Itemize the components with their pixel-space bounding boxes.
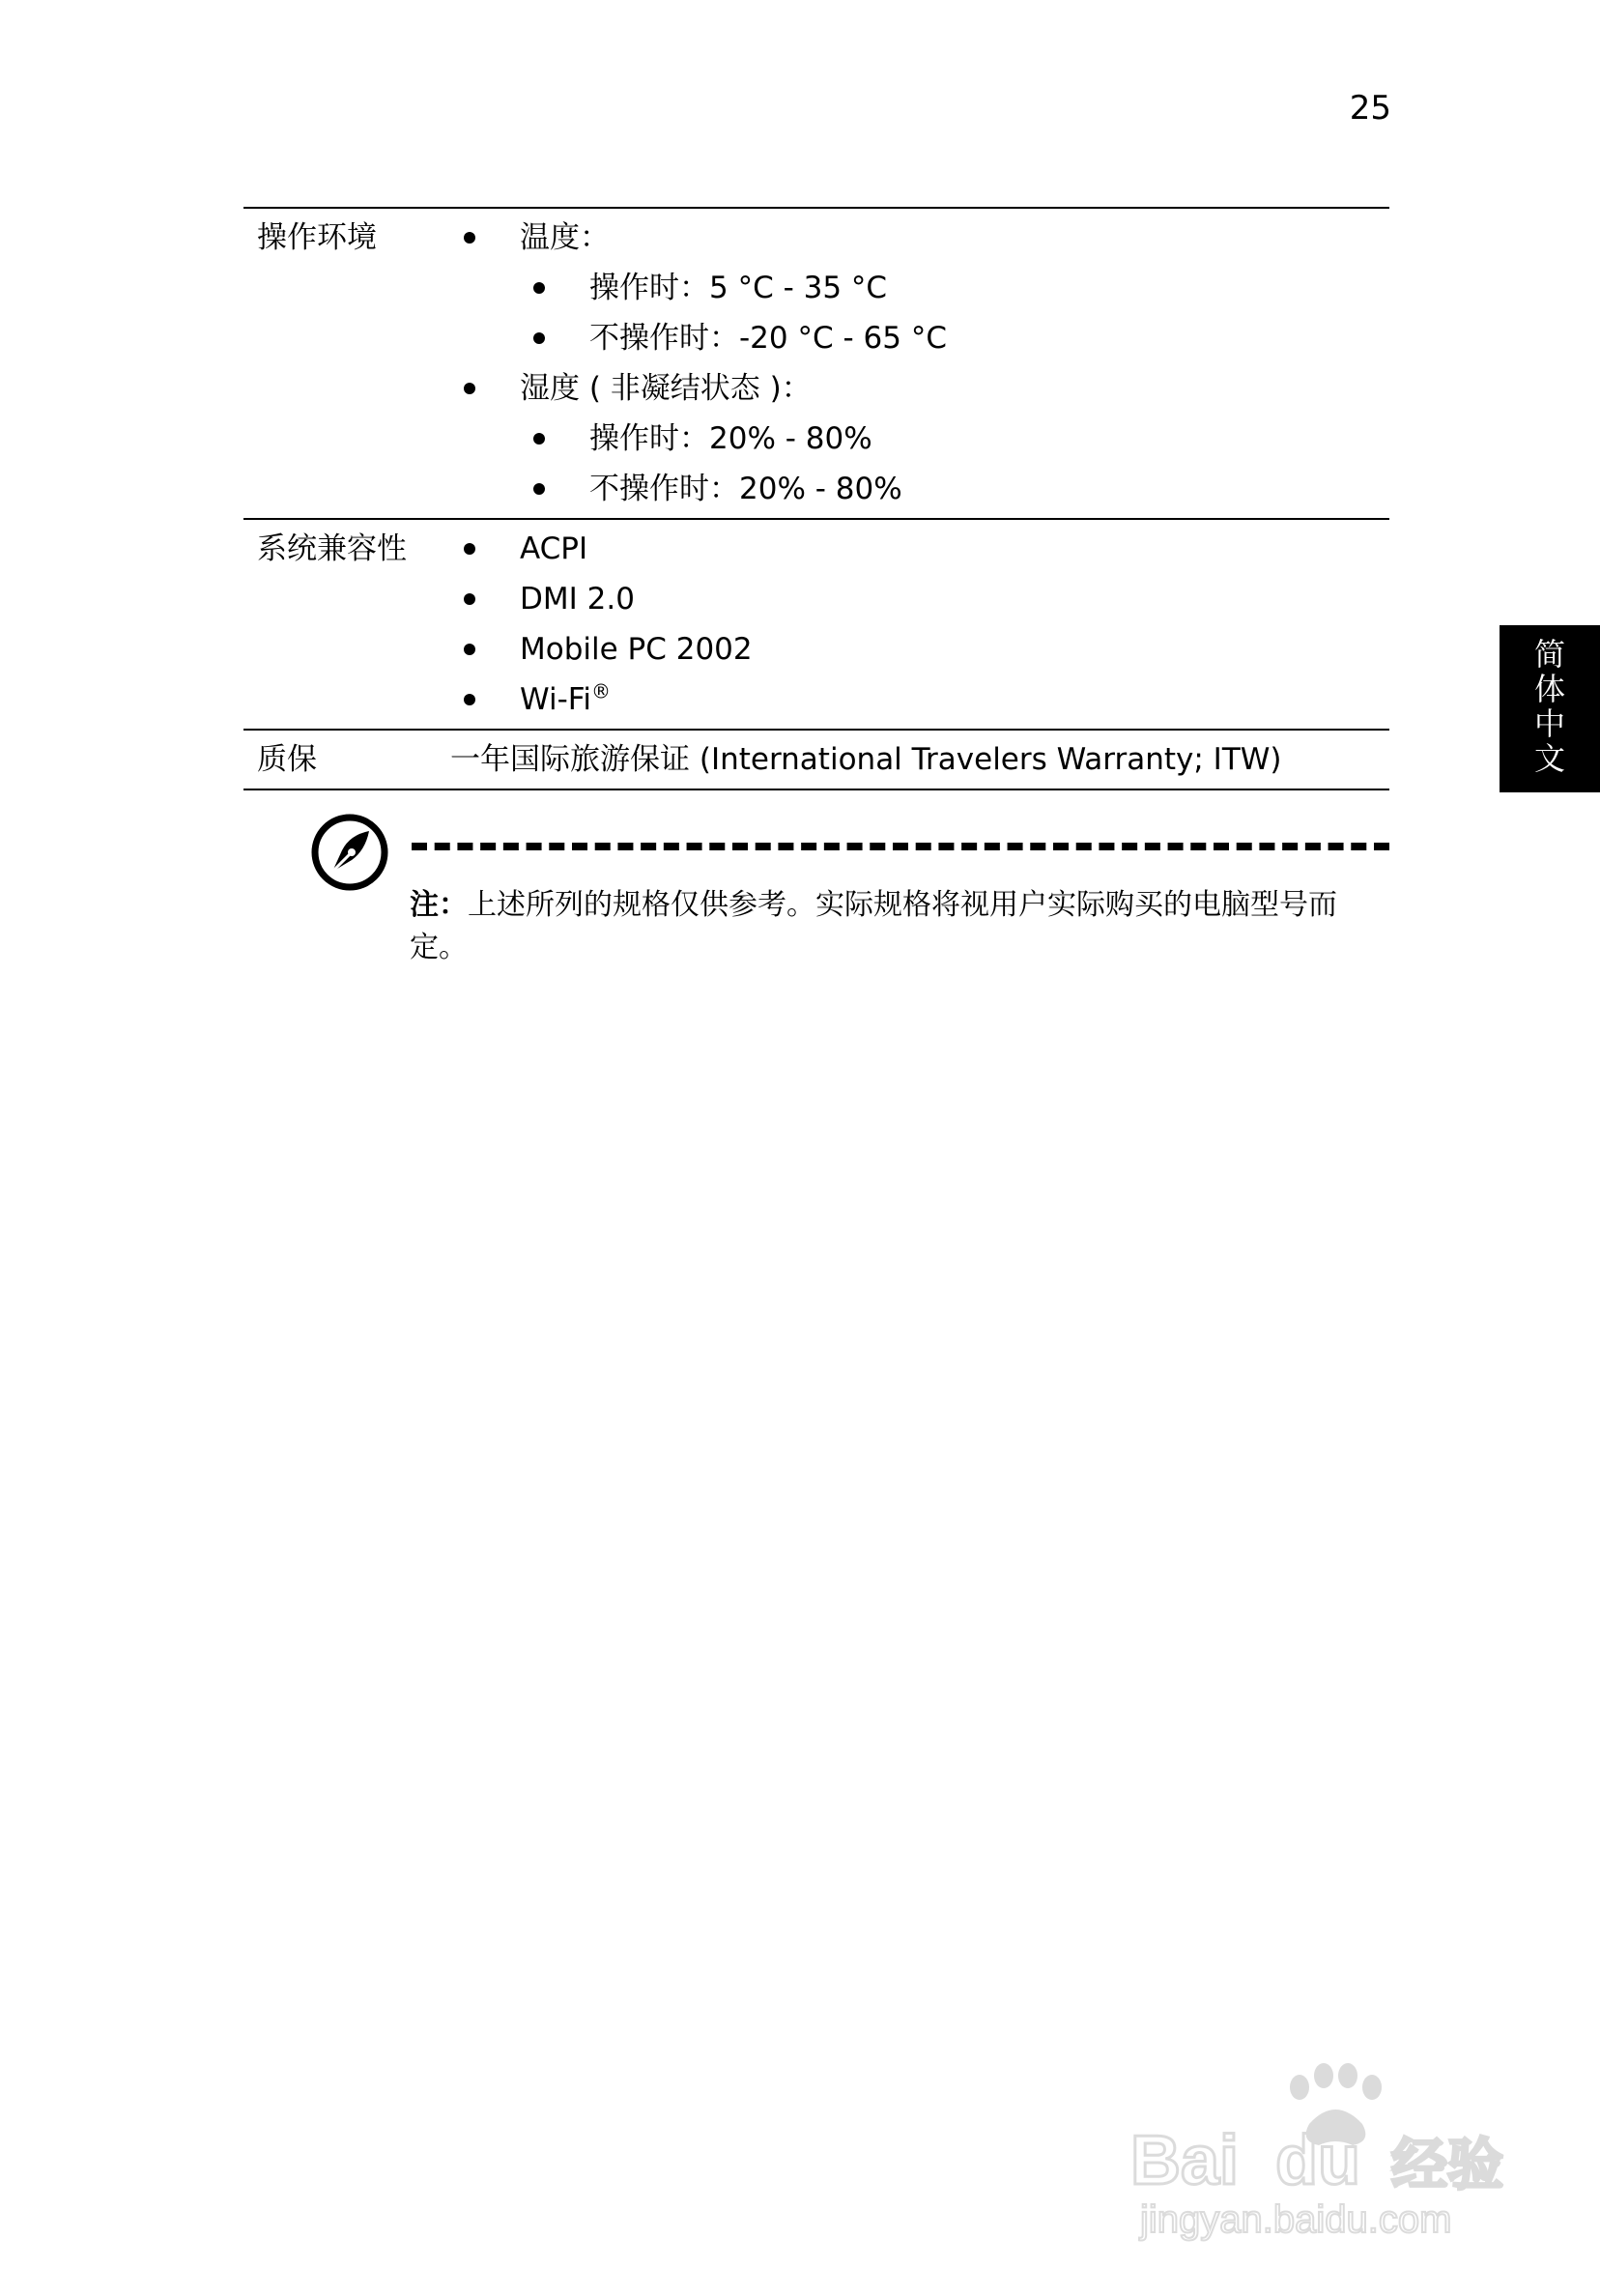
bullet-icon <box>464 232 475 244</box>
table-row <box>243 208 1389 519</box>
note-icon <box>309 812 390 893</box>
list-item <box>520 414 1389 464</box>
list-item <box>450 674 1389 725</box>
temperature-operating: 操作时：5 °C - 35 °C <box>589 271 888 305</box>
list-item <box>450 524 1389 574</box>
svg-text:du: du <box>1275 2122 1360 2199</box>
list-item <box>450 624 1389 674</box>
registered-mark: ® <box>590 679 611 703</box>
warranty-value: 一年国际旅游保证 (International Travelers Warranty; ITW) <box>450 742 1282 777</box>
baidu-watermark-logo <box>1130 2049 1517 2242</box>
language-tab-char: 中 <box>1533 705 1565 742</box>
list-item <box>520 464 1389 514</box>
spec-table <box>243 207 1389 790</box>
bullet-icon <box>533 282 545 294</box>
list-item <box>450 574 1389 624</box>
row-label-environment: 操作环境 <box>257 220 377 255</box>
page-number: 25 <box>1349 89 1391 128</box>
compat-item-mobile-pc: Mobile PC 2002 <box>520 632 753 667</box>
svg-text:经验: 经验 <box>1391 2132 1504 2197</box>
language-tab-char: 体 <box>1533 671 1565 707</box>
note-body: 上述所列的规格仅供参考。实际规格将视用户实际购买的电脑型号而定。 <box>410 888 1337 964</box>
bullet-icon <box>464 644 475 655</box>
list-item <box>450 213 1389 363</box>
language-tab-char: 文 <box>1533 740 1565 777</box>
list-item <box>520 263 1389 313</box>
humidity-non-operating: 不操作时：20% - 80% <box>589 472 902 506</box>
compat-item-acpi: ACPI <box>520 531 588 566</box>
note-text <box>410 884 1357 969</box>
bullet-icon <box>464 694 475 705</box>
bullet-icon <box>464 383 475 394</box>
compatibility-list <box>450 524 1389 725</box>
language-tab-char: 简 <box>1533 636 1565 673</box>
note-prefix: 注： <box>410 888 468 922</box>
svg-text:jingyan.baidu.com: jingyan.baidu.com <box>1140 2198 1452 2241</box>
compat-item-wifi: Wi-Fi <box>520 682 591 717</box>
compat-item-dmi: DMI 2.0 <box>520 582 635 617</box>
bullet-icon <box>533 483 545 495</box>
list-item <box>450 363 1389 514</box>
table-row <box>243 730 1389 789</box>
bullet-icon <box>464 543 475 555</box>
list-item <box>520 313 1389 363</box>
humidity-operating: 操作时：20% - 80% <box>589 421 872 456</box>
row-label-warranty: 质保 <box>257 742 317 777</box>
bullet-icon <box>533 433 545 445</box>
table-row <box>243 519 1389 730</box>
row-label-compatibility: 系统兼容性 <box>257 531 407 566</box>
note-divider <box>412 843 1389 850</box>
environment-list <box>450 213 1389 514</box>
temperature-non-operating: 不操作时：-20 °C - 65 °C <box>589 321 947 356</box>
bullet-icon <box>464 593 475 605</box>
bullet-icon <box>533 332 545 344</box>
temperature-label: 温度： <box>520 220 610 255</box>
svg-text:Bai: Bai <box>1130 2122 1240 2199</box>
humidity-label: 湿度 ( 非凝结状态 )： <box>520 371 812 406</box>
language-tab <box>1500 625 1600 792</box>
